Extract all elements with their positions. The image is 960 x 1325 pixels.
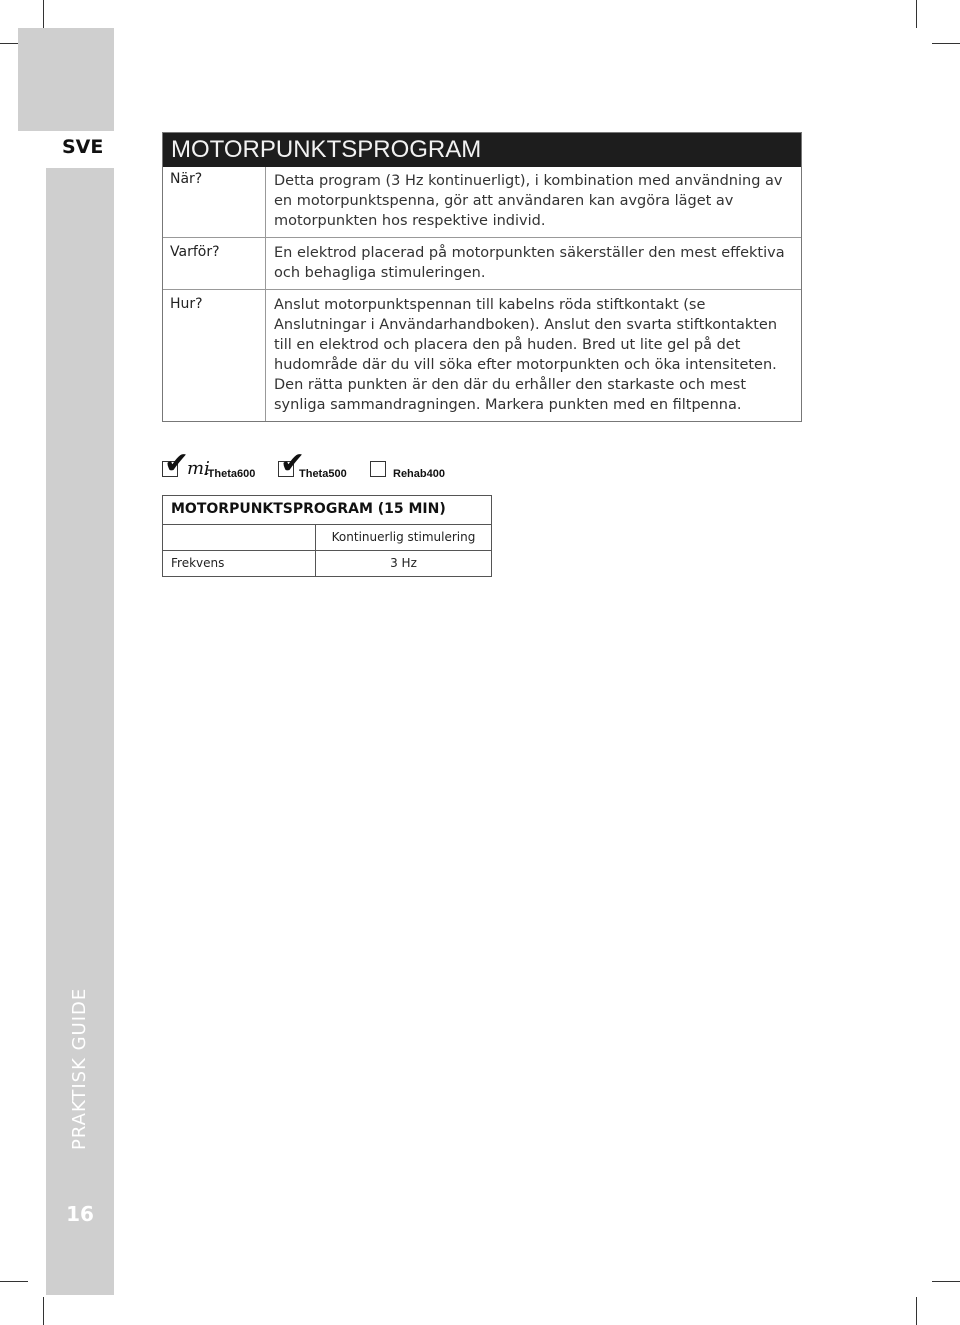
checkmark-icon: ✔ <box>280 446 306 481</box>
crop-mark <box>43 1297 44 1325</box>
language-label: SVE <box>62 136 104 158</box>
model-name: Rehab400 <box>393 468 445 480</box>
settings-row <box>163 550 491 576</box>
section-label: PRAKTISK GUIDE <box>69 987 90 1150</box>
program-title: MOTORPUNKTSPROGRAM <box>163 133 801 167</box>
sidebar-top-block <box>18 28 114 131</box>
info-text: Anslut motorpunktspennan till kabelns röda stiftkontakt (se Anslutningar i Användarhandboken). Anslut den svarta stiftkontakten till en elektrod och placera den på huden. Bred ut lite gel på det hudområde där du vill söka efter motorpunkten och öka intensiteten. Den rätta punkten är den där du erhåller den starkaste och mest synliga sammandragningen. Markera punkten med en filtpenna. <box>265 290 801 421</box>
model-name: -Theta600 <box>204 468 256 480</box>
settings-title: MOTORPUNKTSPROGRAM (15 MIN) <box>163 496 491 525</box>
mi-logo: mi <box>187 458 210 479</box>
checkbox-icon <box>370 461 386 477</box>
info-row-when <box>163 167 801 237</box>
crop-mark <box>43 0 44 28</box>
settings-table <box>162 495 492 577</box>
info-label: När? <box>170 171 203 187</box>
crop-mark <box>932 1281 960 1282</box>
settings-column-header: Kontinuerlig stimulering <box>331 530 476 544</box>
info-text: En elektrod placerad på motorpunkten säkerställer den mest effektiva och behagliga stimuleringen. <box>265 238 801 289</box>
program-info-table <box>162 132 802 422</box>
settings-row-label: Frekvens <box>163 551 316 576</box>
model-compatibility <box>162 446 492 495</box>
checkmark-icon: ✔ <box>164 446 190 481</box>
model-name: Theta500 <box>299 468 347 480</box>
crop-mark <box>932 43 960 44</box>
settings-empty-cell <box>163 525 316 550</box>
crop-mark <box>916 0 917 28</box>
settings-row-value: 3 Hz <box>390 556 417 570</box>
info-text: Detta program (3 Hz kontinuerligt), i kombination med användning av en motorpunktspenna, gör att användaren kan avgöra läget av motorpunkten hos respektive individ. <box>265 167 801 237</box>
info-row-why <box>163 237 801 289</box>
info-label: Varför? <box>170 244 220 260</box>
crop-mark <box>916 1297 917 1325</box>
crop-mark <box>0 1281 28 1282</box>
info-label: Hur? <box>170 296 203 312</box>
page-number: 16 <box>66 1202 94 1226</box>
info-row-how <box>163 289 801 421</box>
settings-header-row <box>163 525 491 550</box>
